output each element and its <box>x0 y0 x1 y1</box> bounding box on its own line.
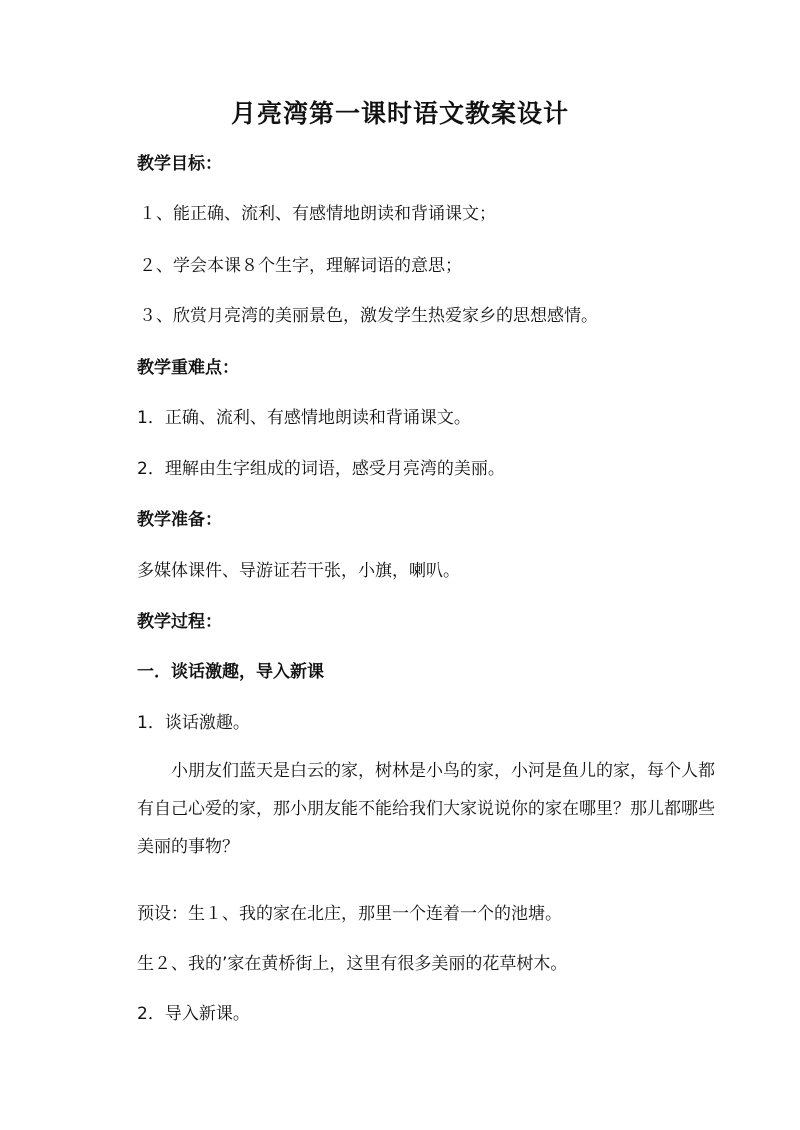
step2-text: 2．导入新课。 <box>137 1004 250 1024</box>
objectives-heading: 教学目标： <box>137 154 222 174</box>
key-point-item: 1．正确、流利、有感情地朗读和背诵课文。 <box>137 408 471 428</box>
intro-paragraph: 小朋友们蓝天是白云的家，树林是小鸟的家，小河是鱼儿的家，每个人都有自己心爱的家，那小朋友能不能给我们大家说说你的家在哪里？那儿都哪些美丽的事物？ <box>137 761 715 857</box>
objective-item: ２、学会本课８个生字，理解词语的意思； <box>139 256 462 276</box>
key-points-heading: 教学重难点： <box>137 358 239 378</box>
section1-heading: 一．谈话激趣，导入新课 <box>137 662 324 682</box>
step1-text: 1．谈话激趣。 <box>137 713 250 733</box>
preparation-text: 多媒体课件、导游证若干张，小旗，喇叭。 <box>137 561 460 581</box>
preparation-heading: 教学准备： <box>137 510 222 530</box>
objective-item: ３、欣赏月亮湾的美丽景色，激发学生热爱家乡的思想感情。 <box>139 306 598 326</box>
objective-item: １、能正确、流利、有感情地朗读和背诵课文； <box>139 204 496 224</box>
key-point-item: 2．理解由生字组成的词语，感受月亮湾的美丽。 <box>137 459 505 479</box>
process-heading: 教学过程： <box>137 612 222 632</box>
answer-2: 生２、我的’家在黄桥街上，这里有很多美丽的花草树木。 <box>137 954 568 974</box>
document-title: 月亮湾第一课时语文教案设计 <box>230 99 569 128</box>
answer-1: 预设：生１、我的家在北庄，那里一个连着一个的池塘。 <box>137 904 562 924</box>
